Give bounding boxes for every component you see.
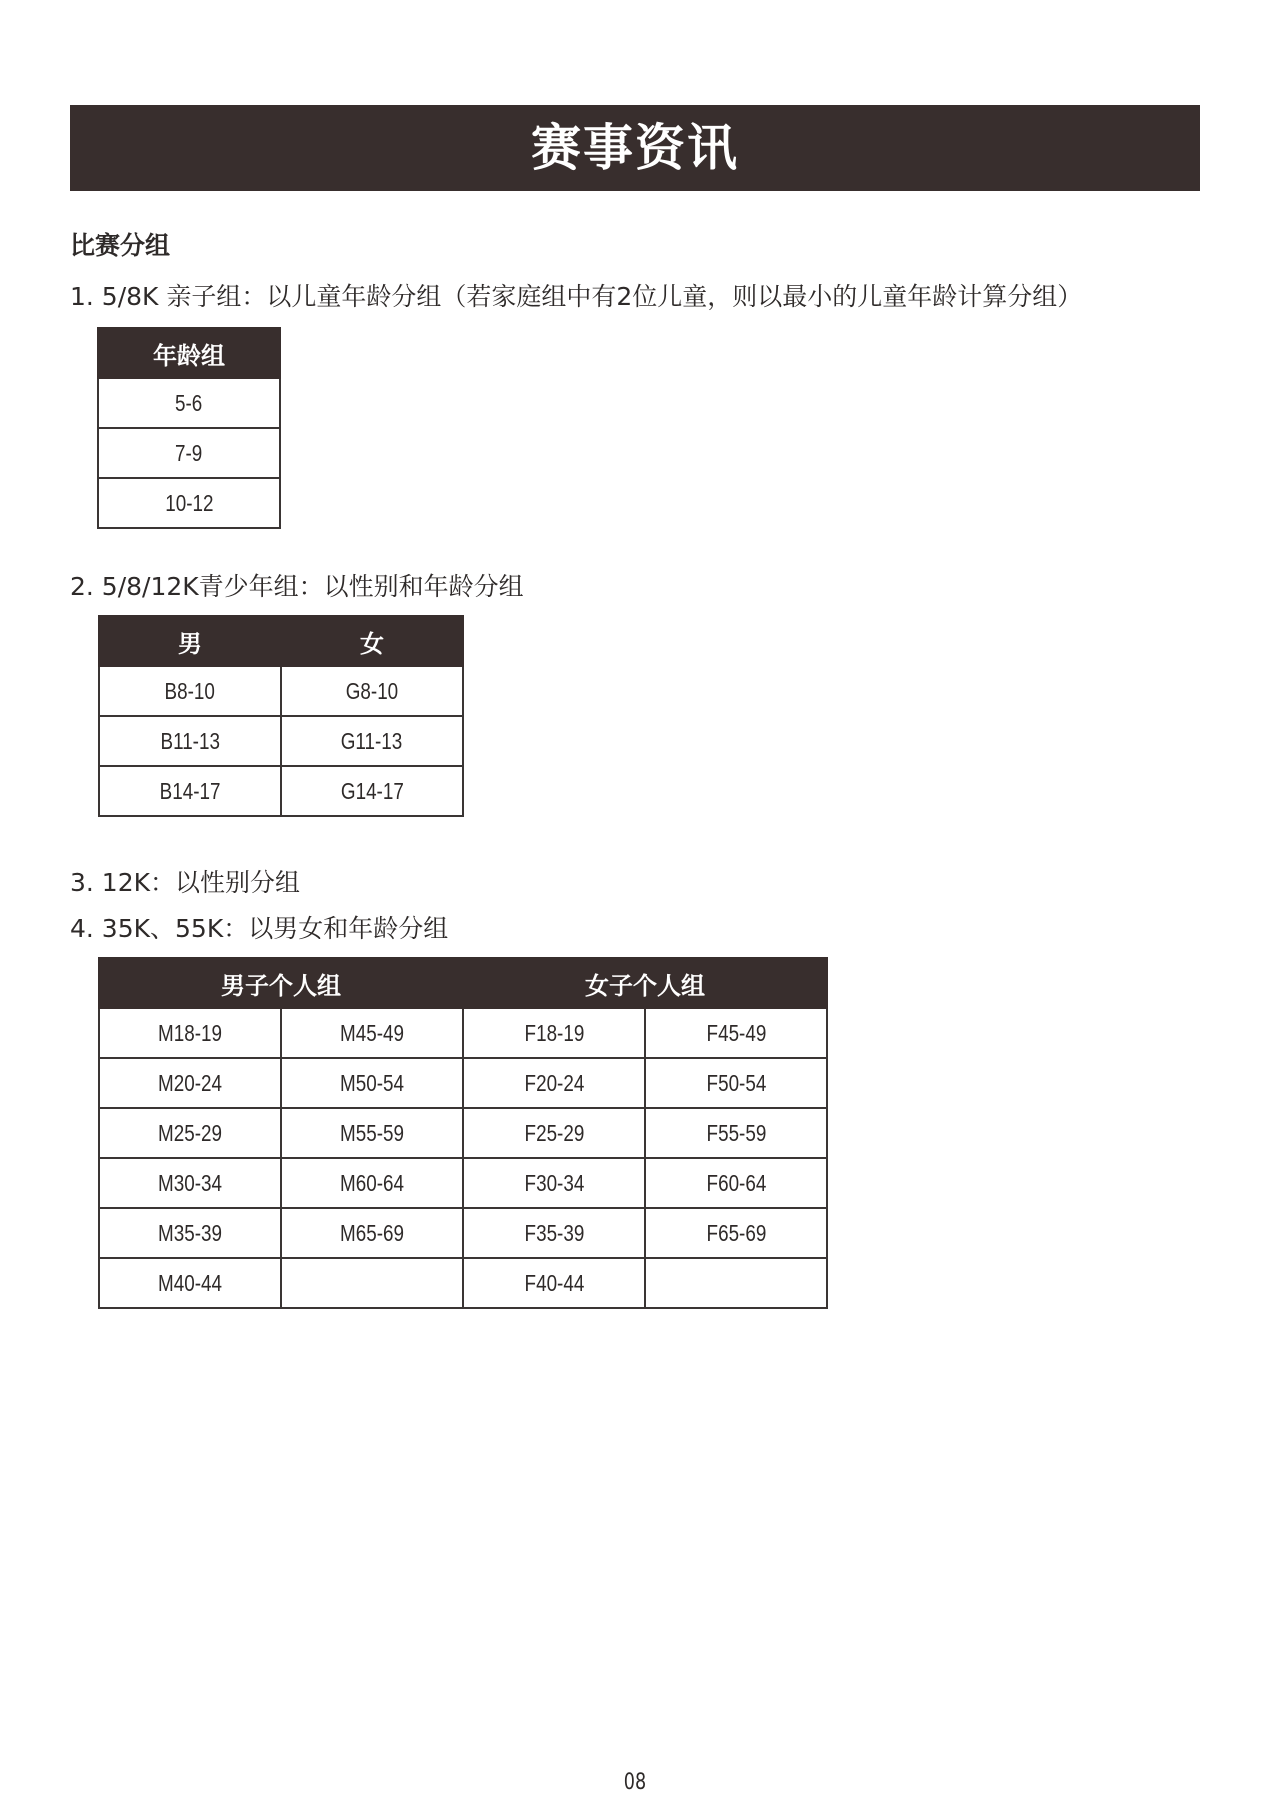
table-cell: G8-10 xyxy=(281,666,463,716)
table-row xyxy=(99,1108,827,1158)
table-row xyxy=(99,1058,827,1108)
table-cell-empty xyxy=(645,1258,827,1308)
item-family-group: 1. 5/8K 亲子组：以儿童年龄分组（若家庭组中有2位儿童，则以最小的儿童年龄计算分组） xyxy=(70,282,1083,311)
table-cell: 7-9 xyxy=(98,428,280,478)
table-cell: M55-59 xyxy=(281,1108,463,1158)
table-header-female-individual: 女子个人组 xyxy=(463,958,827,1008)
table-cell: B14-17 xyxy=(99,766,281,816)
table-cell: M60-64 xyxy=(281,1158,463,1208)
table-cell: F55-59 xyxy=(645,1108,827,1158)
page-number: 08 xyxy=(623,1770,647,1795)
table-row xyxy=(98,428,280,478)
table-family-age-groups xyxy=(97,327,281,529)
table-row xyxy=(99,1158,827,1208)
table-header-male-individual: 男子个人组 xyxy=(99,958,463,1008)
table-cell: M45-49 xyxy=(281,1008,463,1058)
table-row xyxy=(99,666,463,716)
table-cell: M35-39 xyxy=(99,1208,281,1258)
table-cell: F45-49 xyxy=(645,1008,827,1058)
table-cell: F65-69 xyxy=(645,1208,827,1258)
table-cell: M30-34 xyxy=(99,1158,281,1208)
table-row xyxy=(98,478,280,528)
table-cell: F50-54 xyxy=(645,1058,827,1108)
table-cell: B8-10 xyxy=(99,666,281,716)
banner-title: 赛事资讯 xyxy=(531,119,739,177)
table-header-male: 男 xyxy=(99,616,281,666)
item-12k-group: 3. 12K：以性别分组 xyxy=(70,868,301,897)
table-row xyxy=(98,378,280,428)
table-cell: F40-44 xyxy=(463,1258,645,1308)
table-cell: F18-19 xyxy=(463,1008,645,1058)
table-row xyxy=(99,1008,827,1058)
table-cell: 10-12 xyxy=(98,478,280,528)
table-cell: 5-6 xyxy=(98,378,280,428)
section-heading: 比赛分组 xyxy=(70,231,171,260)
table-cell: M20-24 xyxy=(99,1058,281,1108)
table-header-female: 女 xyxy=(281,616,463,666)
table-cell: F20-24 xyxy=(463,1058,645,1108)
table-youth-groups xyxy=(98,615,464,817)
table-cell: M40-44 xyxy=(99,1258,281,1308)
table-cell: M50-54 xyxy=(281,1058,463,1108)
table-adult-groups xyxy=(98,957,828,1309)
table-row xyxy=(99,766,463,816)
page-banner xyxy=(70,105,1200,191)
table-cell: M18-19 xyxy=(99,1008,281,1058)
table-cell: F25-29 xyxy=(463,1108,645,1158)
table-cell: F35-39 xyxy=(463,1208,645,1258)
item-35k-55k-group: 4. 35K、55K：以男女和年龄分组 xyxy=(70,914,449,943)
table-header: 年龄组 xyxy=(98,328,280,378)
table-cell: F60-64 xyxy=(645,1158,827,1208)
table-cell-empty xyxy=(281,1258,463,1308)
table-row xyxy=(99,716,463,766)
table-row xyxy=(99,1208,827,1258)
table-cell: M25-29 xyxy=(99,1108,281,1158)
table-cell: B11-13 xyxy=(99,716,281,766)
table-cell: M65-69 xyxy=(281,1208,463,1258)
table-cell: G11-13 xyxy=(281,716,463,766)
table-cell: G14-17 xyxy=(281,766,463,816)
table-row xyxy=(99,1258,827,1308)
table-cell: F30-34 xyxy=(463,1158,645,1208)
item-youth-group: 2. 5/8/12K青少年组：以性别和年龄分组 xyxy=(70,572,524,601)
